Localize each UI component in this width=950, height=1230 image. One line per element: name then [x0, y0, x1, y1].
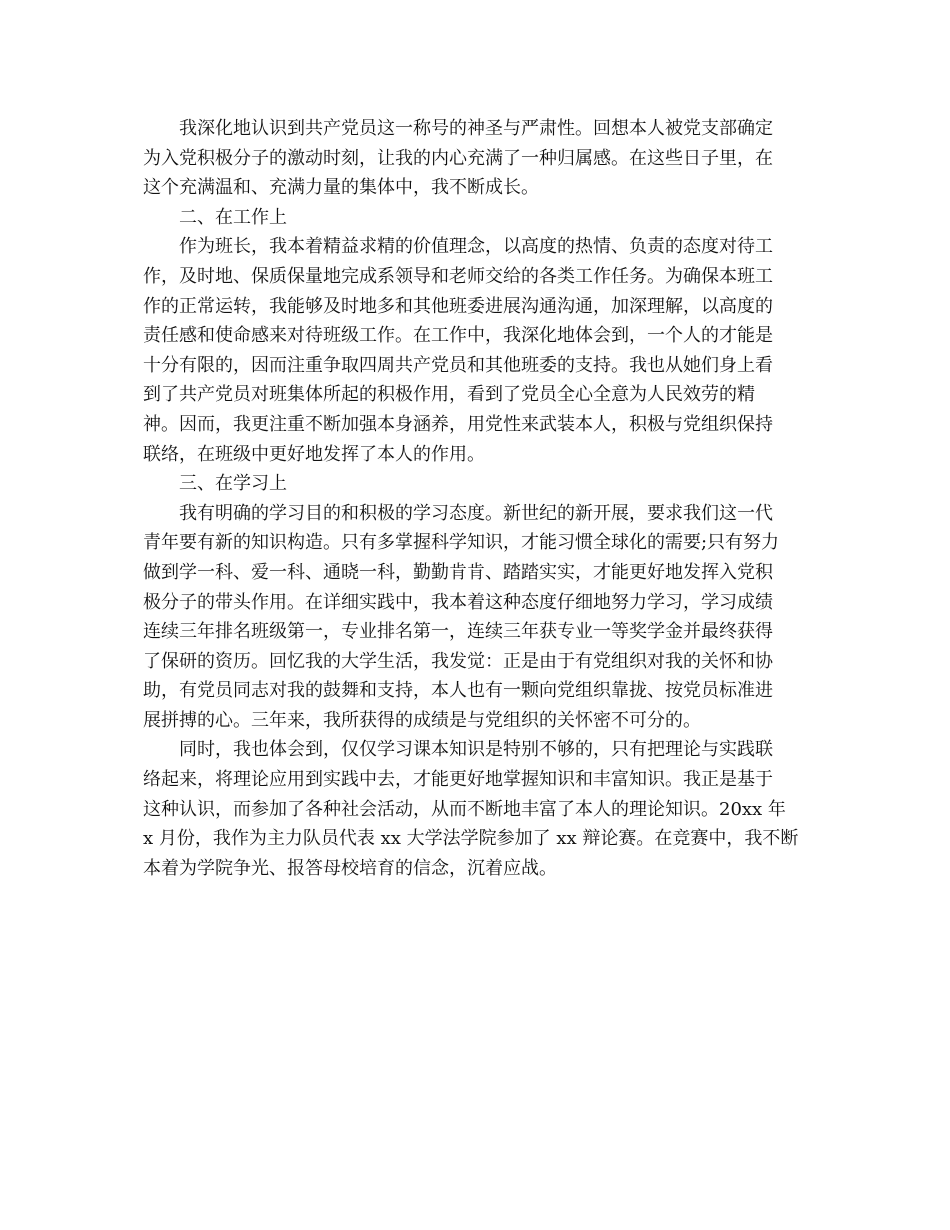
text-line: 为入党积极分子的激动时刻，让我的内心充满了一种归属感。在这些日子里，在: [143, 147, 773, 169]
text-line: 青年要有新的知识构造。只有多掌握科学知识，才能习惯全球化的需要;只有努力: [143, 532, 780, 554]
text-line: 二、在工作上: [179, 206, 287, 228]
text-line: 这个充满温和、充满力量的集体中，我不断成长。: [143, 177, 539, 199]
text-line: 同时，我也体会到，仅仅学习课本知识是特别不够的，只有把理论与实践联: [179, 739, 773, 761]
text-line: 展拼搏的心。三年来，我所获得的成绩是与党组织的关怀密不可分的。: [143, 709, 701, 731]
text-line: 络起来，将理论应用到实践中去，才能更好地掌握知识和丰富知识。我正是基于: [143, 769, 773, 791]
text-line: 责任感和使命感来对待班级工作。在工作中，我深化地体会到，一个人的才能是: [143, 325, 773, 347]
text-line: 作的正常运转，我能够及时地多和其他班委进展沟通沟通，加深理解，以高度的: [143, 295, 773, 317]
text-line: 我有明确的学习目的和积极的学习态度。新世纪的新开展，要求我们这一代: [179, 502, 773, 524]
text-line: 做到学一科、爱一科、通晓一科，勤勤肯肯、踏踏实实，才能更好地发挥入党积: [143, 561, 773, 583]
text-line: 到了共产党员对班集体所起的积极作用，看到了党员全心全意为人民效劳的精: [143, 384, 755, 406]
text-line: 我深化地认识到共产党员这一称号的神圣与严肃性。回想本人被党支部确定: [179, 118, 773, 139]
text-line: x 月份，我作为主力队员代表 xx 大学法学院参加了 xx 辩论赛。在竞赛中，我不断: [143, 828, 799, 850]
text-line: 三、在学习上: [179, 473, 287, 495]
text-line: 联络，在班级中更好地发挥了本人的作用。: [143, 443, 485, 465]
text-line: 助，有党员同志对我的鼓舞和支持，本人也有一颗向党组织靠拢、按党员标准进: [143, 680, 773, 702]
text-line: 这种认识，而参加了各种社会活动，从而不断地丰富了本人的理论知识。20xx 年: [143, 798, 786, 820]
text-line: 作，及时地、保质保量地完成系领导和老师交给的各类工作任务。为确保本班工: [143, 265, 773, 287]
text-line: 十分有限的，因而注重争取四周共产党员和其他班委的支持。我也从她们身上看: [143, 354, 773, 376]
document-body: [143, 114, 808, 883]
text-line: 本着为学院争光、报答母校培育的信念，沉着应战。: [143, 857, 557, 879]
text-line: 极分子的带头作用。在详细实践中，我本着这种态度仔细地努力学习，学习成绩: [143, 591, 773, 613]
text-line: 神。因而，我更注重不断加强本身涵养，用党性来武装本人，积极与党组织保持: [143, 413, 773, 435]
text-line: 了保研的资历。回忆我的大学生活，我发觉：正是由于有党组织对我的关怀和协: [143, 650, 773, 672]
text-line: 连续三年排名班级第一，专业排名第一，连续三年获专业一等奖学金并最终获得: [143, 621, 773, 643]
text-line: 作为班长，我本着精益求精的价值理念，以高度的热情、负责的态度对待工: [179, 236, 773, 258]
